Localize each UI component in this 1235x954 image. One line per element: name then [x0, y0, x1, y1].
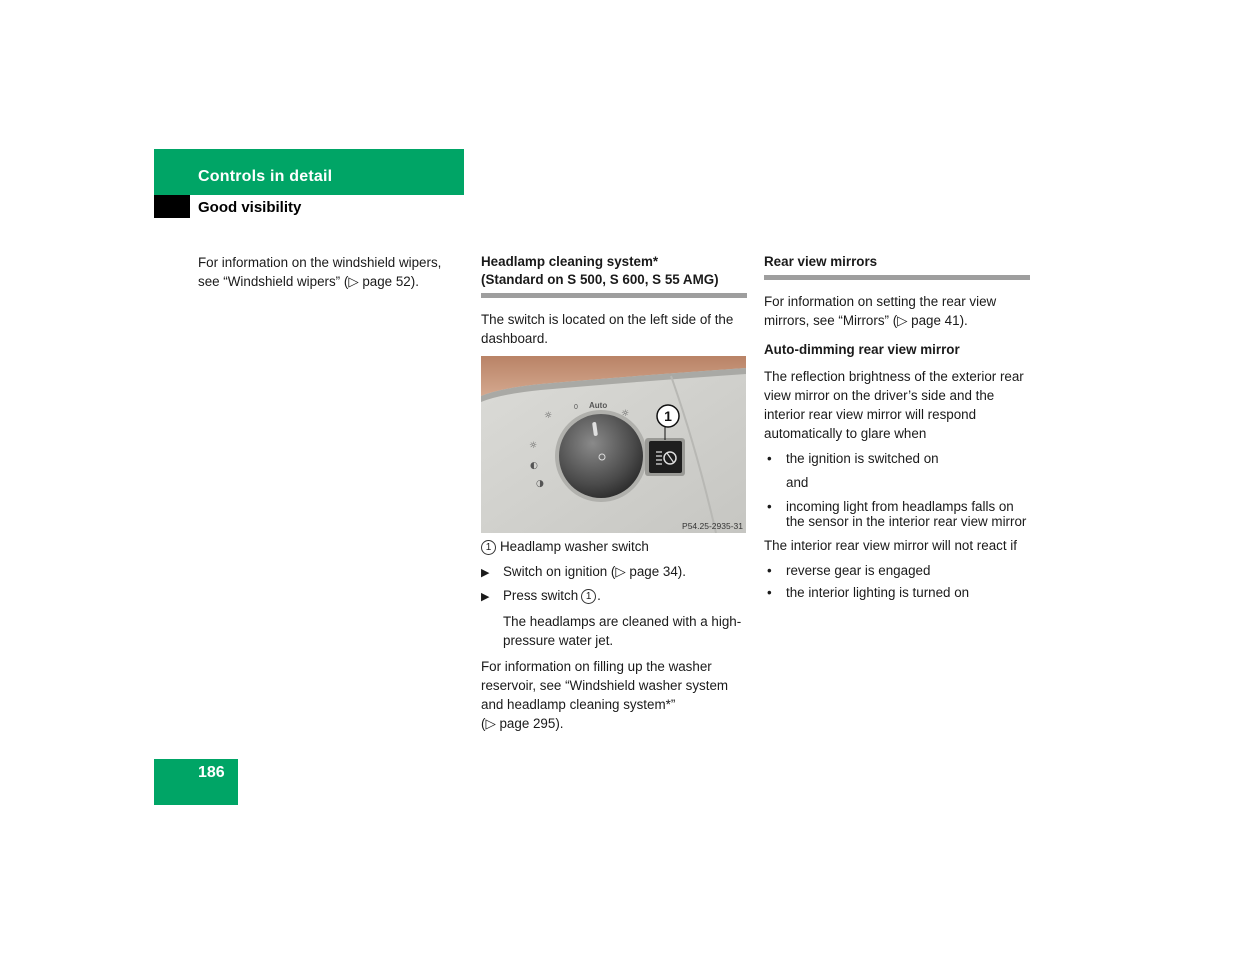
heading-line-1: Headlamp cleaning system* [481, 254, 659, 269]
step-ignition [481, 564, 747, 580]
step-arrow-icon: ▶ [481, 567, 490, 579]
reservoir-text: For information on filling up the washer reservoir, see “Windshield washer system and headlamp cleaning system*” [481, 659, 729, 712]
headlamp-switch-photo [481, 356, 746, 533]
switch-location-text: The switch is located on the left side of the dashboard. [481, 312, 734, 346]
svg-text:☼: ☼ [621, 409, 630, 419]
step-text: Switch on ignition (▷ page 34). [503, 564, 686, 579]
mirrors-info: For information on setting the rear view mirrors, see “Mirrors” (▷ page 41). [764, 294, 997, 328]
rear-view-mirrors-heading: Rear view mirrors [764, 253, 1030, 280]
heading-line-2: (Standard on S 500, S 600, S 55 AMG) [481, 272, 719, 287]
svg-text:Auto: Auto [589, 401, 608, 410]
headlamp-cleaning-heading [481, 253, 747, 298]
column-left [198, 253, 463, 291]
exception-item [764, 563, 1030, 578]
step-arrow-icon: ▶ [481, 591, 490, 603]
exception-text: reverse gear is engaged [786, 563, 931, 578]
condition-text: the ignition is switched on [786, 451, 939, 466]
bullet-icon: • [767, 585, 772, 600]
figure-legend [481, 537, 747, 556]
step-result: The headlamps are cleaned with a high-pressure water jet. [503, 614, 742, 648]
dashboard-switch-illustration [481, 356, 746, 533]
condition-text: incoming light from headlamps falls on the sensor in the interior rear view mirror [786, 499, 1027, 529]
svg-text:◐: ◐ [530, 461, 538, 471]
page-number: 186 [198, 764, 225, 781]
auto-dimming-subheading: Auto-dimming rear view mirror [764, 342, 960, 357]
bullet-icon: • [767, 563, 772, 578]
step-press-switch [481, 588, 747, 604]
exception-text: the interior lighting is turned on [786, 585, 970, 600]
figure-callout-number: 1 [664, 408, 672, 424]
bullet-icon: • [767, 499, 772, 514]
svg-text:◑: ◑ [536, 479, 544, 489]
svg-text:0: 0 [574, 404, 578, 411]
legend-text: Headlamp washer switch [500, 539, 649, 554]
step-punctuation: . [597, 588, 601, 603]
section-title: Controls in detail [198, 168, 333, 185]
exception-item [764, 585, 1030, 600]
no-react-text: The interior rear view mirror will not react if [764, 538, 1017, 553]
condition-item [764, 499, 1030, 529]
switch-number-badge: 1 [581, 589, 596, 604]
reservoir-info [481, 657, 747, 733]
column-middle [481, 253, 747, 733]
auto-dimming-description: The reflection brightness of the exterior rear view mirror on the driver’s side and the interior rear view mirror will respond automatically to glare when [764, 369, 1024, 441]
wipers-reference: For information on the windshield wipers, see “Windshield wipers” (▷ page 52). [198, 255, 442, 289]
and-connector: and [786, 475, 809, 490]
legend-number-badge: 1 [481, 540, 496, 555]
svg-text:☼: ☼ [529, 441, 538, 451]
page-number-box [154, 759, 238, 805]
reservoir-page-ref: (▷ page 295). [481, 716, 564, 731]
svg-text:☼: ☼ [544, 411, 553, 421]
column-right [764, 253, 1030, 607]
step-text: Press switch [503, 588, 579, 603]
subsection-title: Good visibility [198, 199, 302, 216]
condition-item [764, 451, 1030, 466]
section-marker-tab [154, 195, 190, 218]
figure-code: P54.25-2935-31 [682, 521, 743, 531]
bullet-icon: • [767, 451, 772, 466]
